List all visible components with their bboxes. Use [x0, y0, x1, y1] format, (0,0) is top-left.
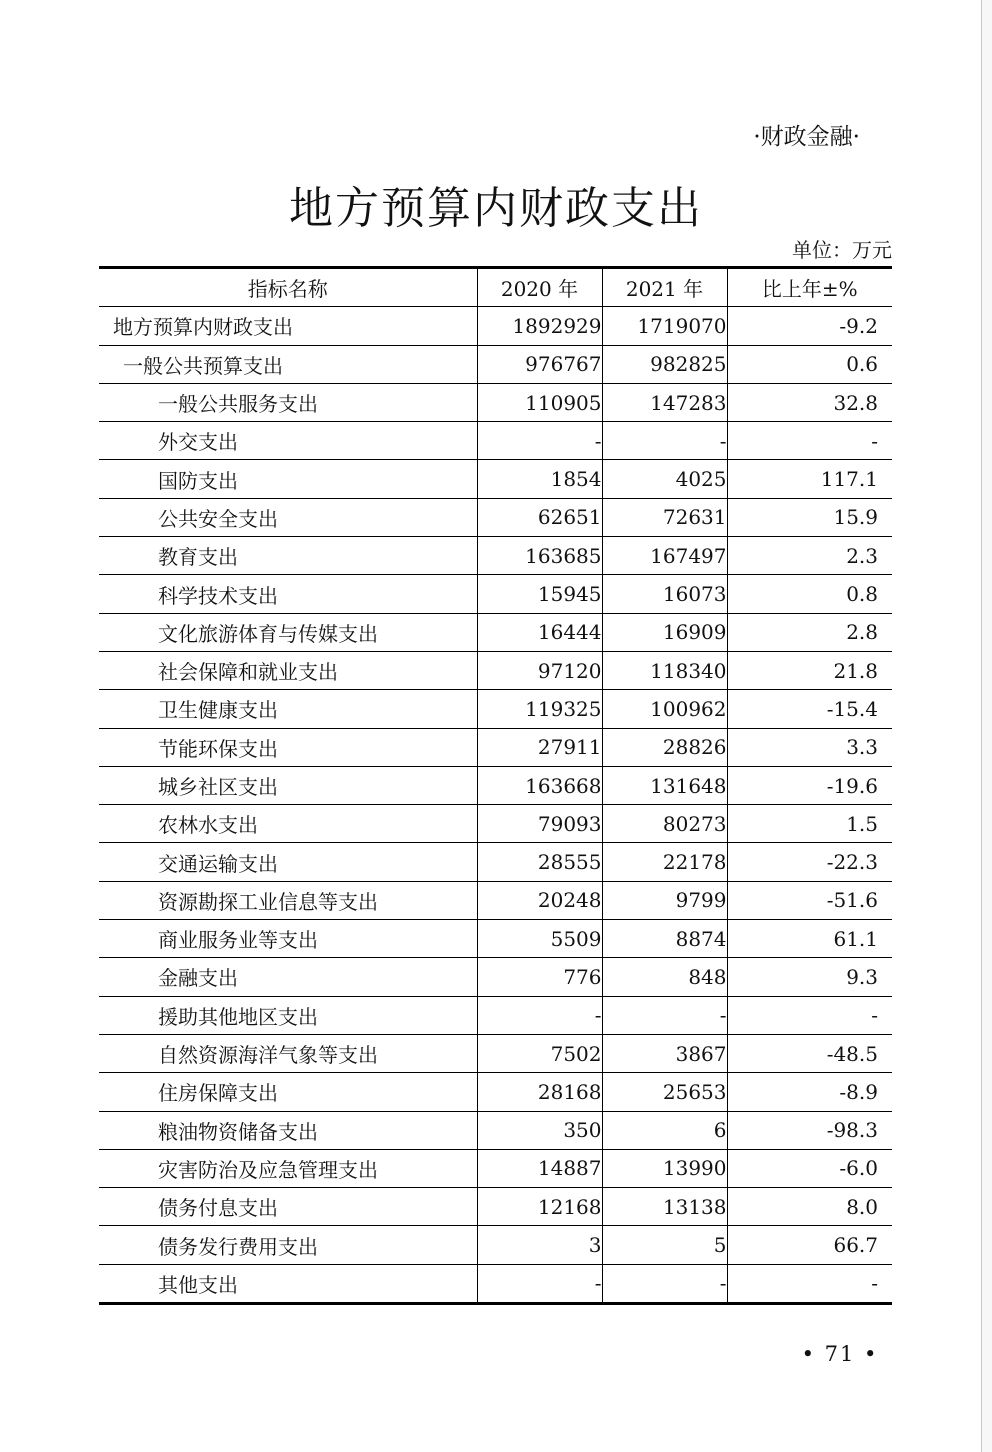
row-indicator-name: 债务付息支出 [99, 1188, 477, 1226]
row-value-2020: 28555 [477, 843, 602, 881]
table-row [99, 1226, 892, 1264]
row-value-2021: 72631 [602, 498, 727, 536]
unit-label: 单位：万元 [792, 238, 892, 262]
table-row [99, 728, 892, 766]
row-value-2020: - [477, 996, 602, 1034]
row-change-percent: -15.4 [727, 690, 892, 728]
table-row [99, 1111, 892, 1149]
row-indicator-name: 其他支出 [99, 1264, 477, 1303]
table-row [99, 920, 892, 958]
row-change-percent: -98.3 [727, 1111, 892, 1149]
table-row [99, 383, 892, 421]
row-value-2020: 1854 [477, 460, 602, 498]
table-row [99, 345, 892, 383]
row-indicator-name: 一般公共服务支出 [99, 383, 477, 421]
row-indicator-name: 公共安全支出 [99, 498, 477, 536]
row-change-percent: - [727, 1264, 892, 1303]
row-indicator-name: 金融支出 [99, 958, 477, 996]
column-header-change: 比上年±% [727, 268, 892, 307]
row-value-2021: 13990 [602, 1149, 727, 1187]
table-body [99, 307, 892, 1304]
table-row [99, 996, 892, 1034]
row-change-percent: -48.5 [727, 1034, 892, 1072]
row-value-2020: 776 [477, 958, 602, 996]
row-value-2020: 976767 [477, 345, 602, 383]
row-value-2020: 3 [477, 1226, 602, 1264]
row-value-2020: 12168 [477, 1188, 602, 1226]
table-row [99, 1188, 892, 1226]
column-header-2021: 2021 年 [602, 268, 727, 307]
row-indicator-name: 教育支出 [99, 537, 477, 575]
row-indicator-name: 国防支出 [99, 460, 477, 498]
row-change-percent: -9.2 [727, 307, 892, 345]
row-indicator-name: 粮油物资储备支出 [99, 1111, 477, 1149]
table-row [99, 1149, 892, 1187]
row-change-percent: 0.8 [727, 575, 892, 613]
row-change-percent: 21.8 [727, 651, 892, 689]
table-row [99, 805, 892, 843]
row-value-2020: 7502 [477, 1034, 602, 1072]
row-indicator-name: 社会保障和就业支出 [99, 651, 477, 689]
row-value-2021: 147283 [602, 383, 727, 421]
row-change-percent: 9.3 [727, 958, 892, 996]
row-indicator-name: 节能环保支出 [99, 728, 477, 766]
row-value-2021: 13138 [602, 1188, 727, 1226]
row-change-percent: 2.3 [727, 537, 892, 575]
row-change-percent: -22.3 [727, 843, 892, 881]
row-value-2021: 167497 [602, 537, 727, 575]
table-row [99, 958, 892, 996]
row-change-percent: -51.6 [727, 881, 892, 919]
row-value-2021: 3867 [602, 1034, 727, 1072]
row-value-2020: 97120 [477, 651, 602, 689]
row-indicator-name: 援助其他地区支出 [99, 996, 477, 1034]
row-value-2020: 79093 [477, 805, 602, 843]
row-change-percent: 0.6 [727, 345, 892, 383]
row-value-2021: 80273 [602, 805, 727, 843]
row-value-2020: 1892929 [477, 307, 602, 345]
row-value-2021: 22178 [602, 843, 727, 881]
table-row [99, 575, 892, 613]
table-row [99, 881, 892, 919]
row-value-2021: 131648 [602, 766, 727, 804]
row-indicator-name: 灾害防治及应急管理支出 [99, 1149, 477, 1187]
row-change-percent: 32.8 [727, 383, 892, 421]
row-value-2021: 100962 [602, 690, 727, 728]
row-value-2020: 16444 [477, 613, 602, 651]
row-value-2021: 1719070 [602, 307, 727, 345]
row-change-percent: -6.0 [727, 1149, 892, 1187]
table-row [99, 1264, 892, 1303]
row-change-percent: 61.1 [727, 920, 892, 958]
row-value-2021: 16073 [602, 575, 727, 613]
table-row [99, 460, 892, 498]
page-title: 地方预算内财政支出 [289, 183, 703, 234]
row-indicator-name: 交通运输支出 [99, 843, 477, 881]
row-change-percent: -8.9 [727, 1073, 892, 1111]
row-indicator-name: 城乡社区支出 [99, 766, 477, 804]
table-row [99, 498, 892, 536]
row-indicator-name: 债务发行费用支出 [99, 1226, 477, 1264]
row-value-2020: 62651 [477, 498, 602, 536]
row-value-2020: 27911 [477, 728, 602, 766]
row-change-percent: - [727, 996, 892, 1034]
row-value-2020: - [477, 422, 602, 460]
row-indicator-name: 卫生健康支出 [99, 690, 477, 728]
column-header-indicator: 指标名称 [99, 268, 477, 307]
row-indicator-name: 农林水支出 [99, 805, 477, 843]
table-row [99, 537, 892, 575]
table-row [99, 307, 892, 345]
row-value-2021: 8874 [602, 920, 727, 958]
row-change-percent: 1.5 [727, 805, 892, 843]
row-change-percent: 117.1 [727, 460, 892, 498]
row-indicator-name: 住房保障支出 [99, 1073, 477, 1111]
row-value-2021: 982825 [602, 345, 727, 383]
table-row [99, 766, 892, 804]
table-row [99, 1073, 892, 1111]
section-label: ·财政金融· [753, 124, 860, 150]
row-value-2020: 28168 [477, 1073, 602, 1111]
row-change-percent: 3.3 [727, 728, 892, 766]
column-header-2020: 2020 年 [477, 268, 602, 307]
row-value-2021: - [602, 1264, 727, 1303]
row-value-2020: 110905 [477, 383, 602, 421]
row-indicator-name: 资源勘探工业信息等支出 [99, 881, 477, 919]
row-indicator-name: 文化旅游体育与传媒支出 [99, 613, 477, 651]
table-row [99, 651, 892, 689]
row-change-percent: - [727, 422, 892, 460]
table-header-row [99, 268, 892, 307]
row-indicator-name: 地方预算内财政支出 [99, 307, 477, 345]
row-value-2021: 25653 [602, 1073, 727, 1111]
page-number: • 71 • [801, 1342, 879, 1366]
row-value-2020: 163685 [477, 537, 602, 575]
row-change-percent: -19.6 [727, 766, 892, 804]
row-change-percent: 8.0 [727, 1188, 892, 1226]
row-value-2021: 9799 [602, 881, 727, 919]
table-row [99, 613, 892, 651]
row-value-2021: 16909 [602, 613, 727, 651]
row-indicator-name: 外交支出 [99, 422, 477, 460]
row-indicator-name: 自然资源海洋气象等支出 [99, 1034, 477, 1072]
row-indicator-name: 一般公共预算支出 [99, 345, 477, 383]
row-value-2020: 14887 [477, 1149, 602, 1187]
row-value-2020: 350 [477, 1111, 602, 1149]
row-indicator-name: 商业服务业等支出 [99, 920, 477, 958]
table-row [99, 690, 892, 728]
row-value-2021: 848 [602, 958, 727, 996]
row-value-2021: 118340 [602, 651, 727, 689]
row-indicator-name: 科学技术支出 [99, 575, 477, 613]
row-value-2021: - [602, 422, 727, 460]
row-value-2020: 163668 [477, 766, 602, 804]
table-row [99, 1034, 892, 1072]
row-change-percent: 15.9 [727, 498, 892, 536]
row-value-2021: 28826 [602, 728, 727, 766]
row-change-percent: 66.7 [727, 1226, 892, 1264]
row-change-percent: 2.8 [727, 613, 892, 651]
row-value-2020: 5509 [477, 920, 602, 958]
row-value-2020: - [477, 1264, 602, 1303]
row-value-2021: 5 [602, 1226, 727, 1264]
table-row [99, 843, 892, 881]
row-value-2021: 4025 [602, 460, 727, 498]
row-value-2020: 20248 [477, 881, 602, 919]
row-value-2020: 119325 [477, 690, 602, 728]
row-value-2021: - [602, 996, 727, 1034]
table-row [99, 422, 892, 460]
row-value-2020: 15945 [477, 575, 602, 613]
row-value-2021: 6 [602, 1111, 727, 1149]
expenditure-table [99, 266, 892, 1305]
